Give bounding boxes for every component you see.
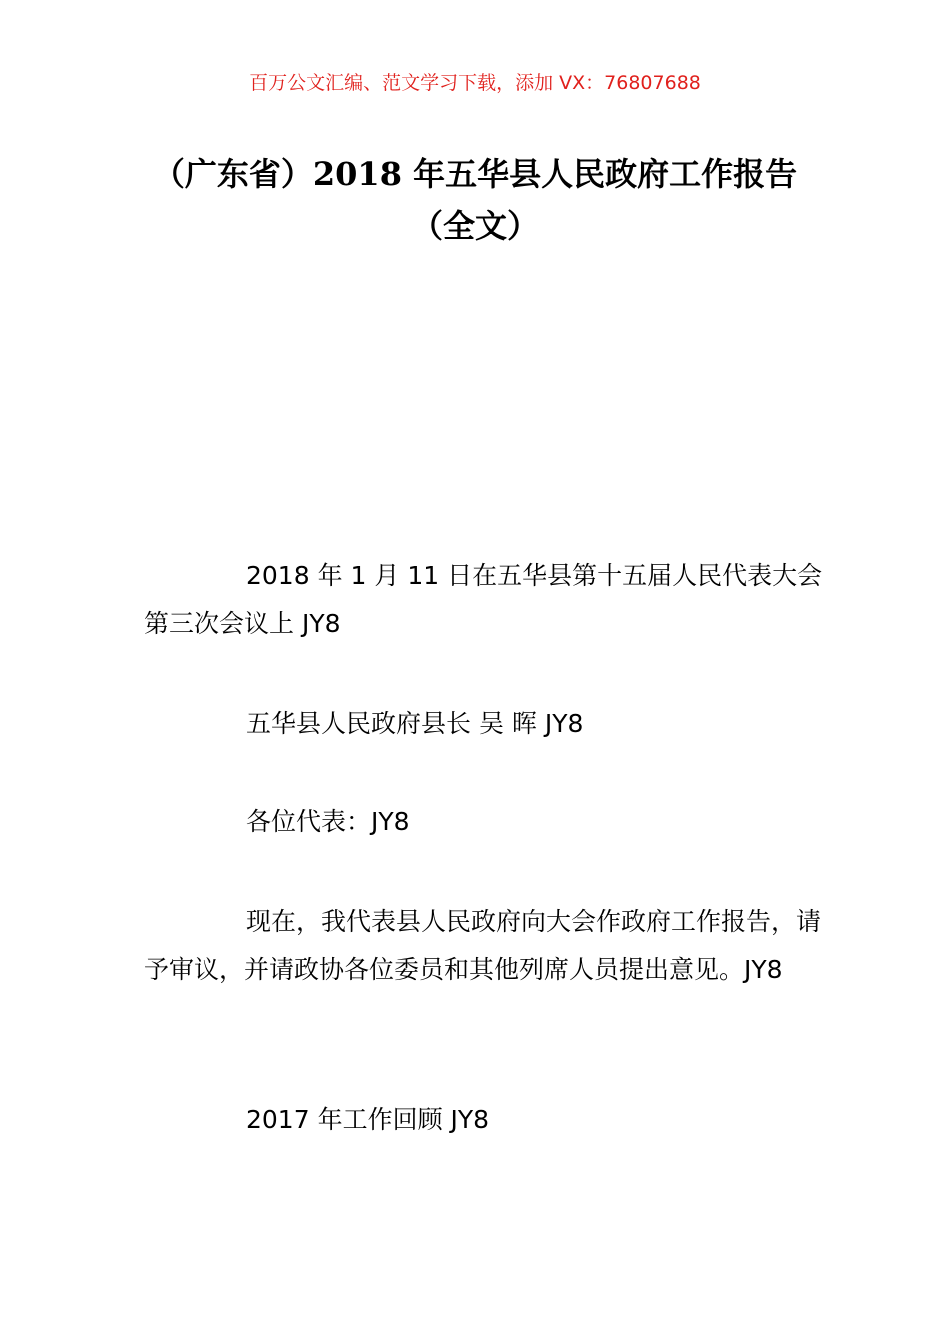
document-title: （广东省）2018 年五华县人民政府工作报告（全文） [152,155,798,245]
intro-paragraph: 现在，我代表县人民政府向大会作政府工作报告，请予审议，并请政协各位委员和其他列席人员提出意见。JY8 [144,907,822,984]
meeting-info-paragraph: 2018 年 1 月 11 日在五华县第十五届人民代表大会第三次会议上 JY8 [144,561,823,638]
section-heading-paragraph: 2017 年工作回顾 JY8 [246,1105,490,1134]
salutation-paragraph: 各位代表：JY8 [246,807,410,836]
speaker-paragraph: 五华县人民政府县长 吴 晖 JY8 [246,709,584,738]
promo-header-note: 百万公文汇编、范文学习下载，添加 VX：76807688 [249,72,701,94]
